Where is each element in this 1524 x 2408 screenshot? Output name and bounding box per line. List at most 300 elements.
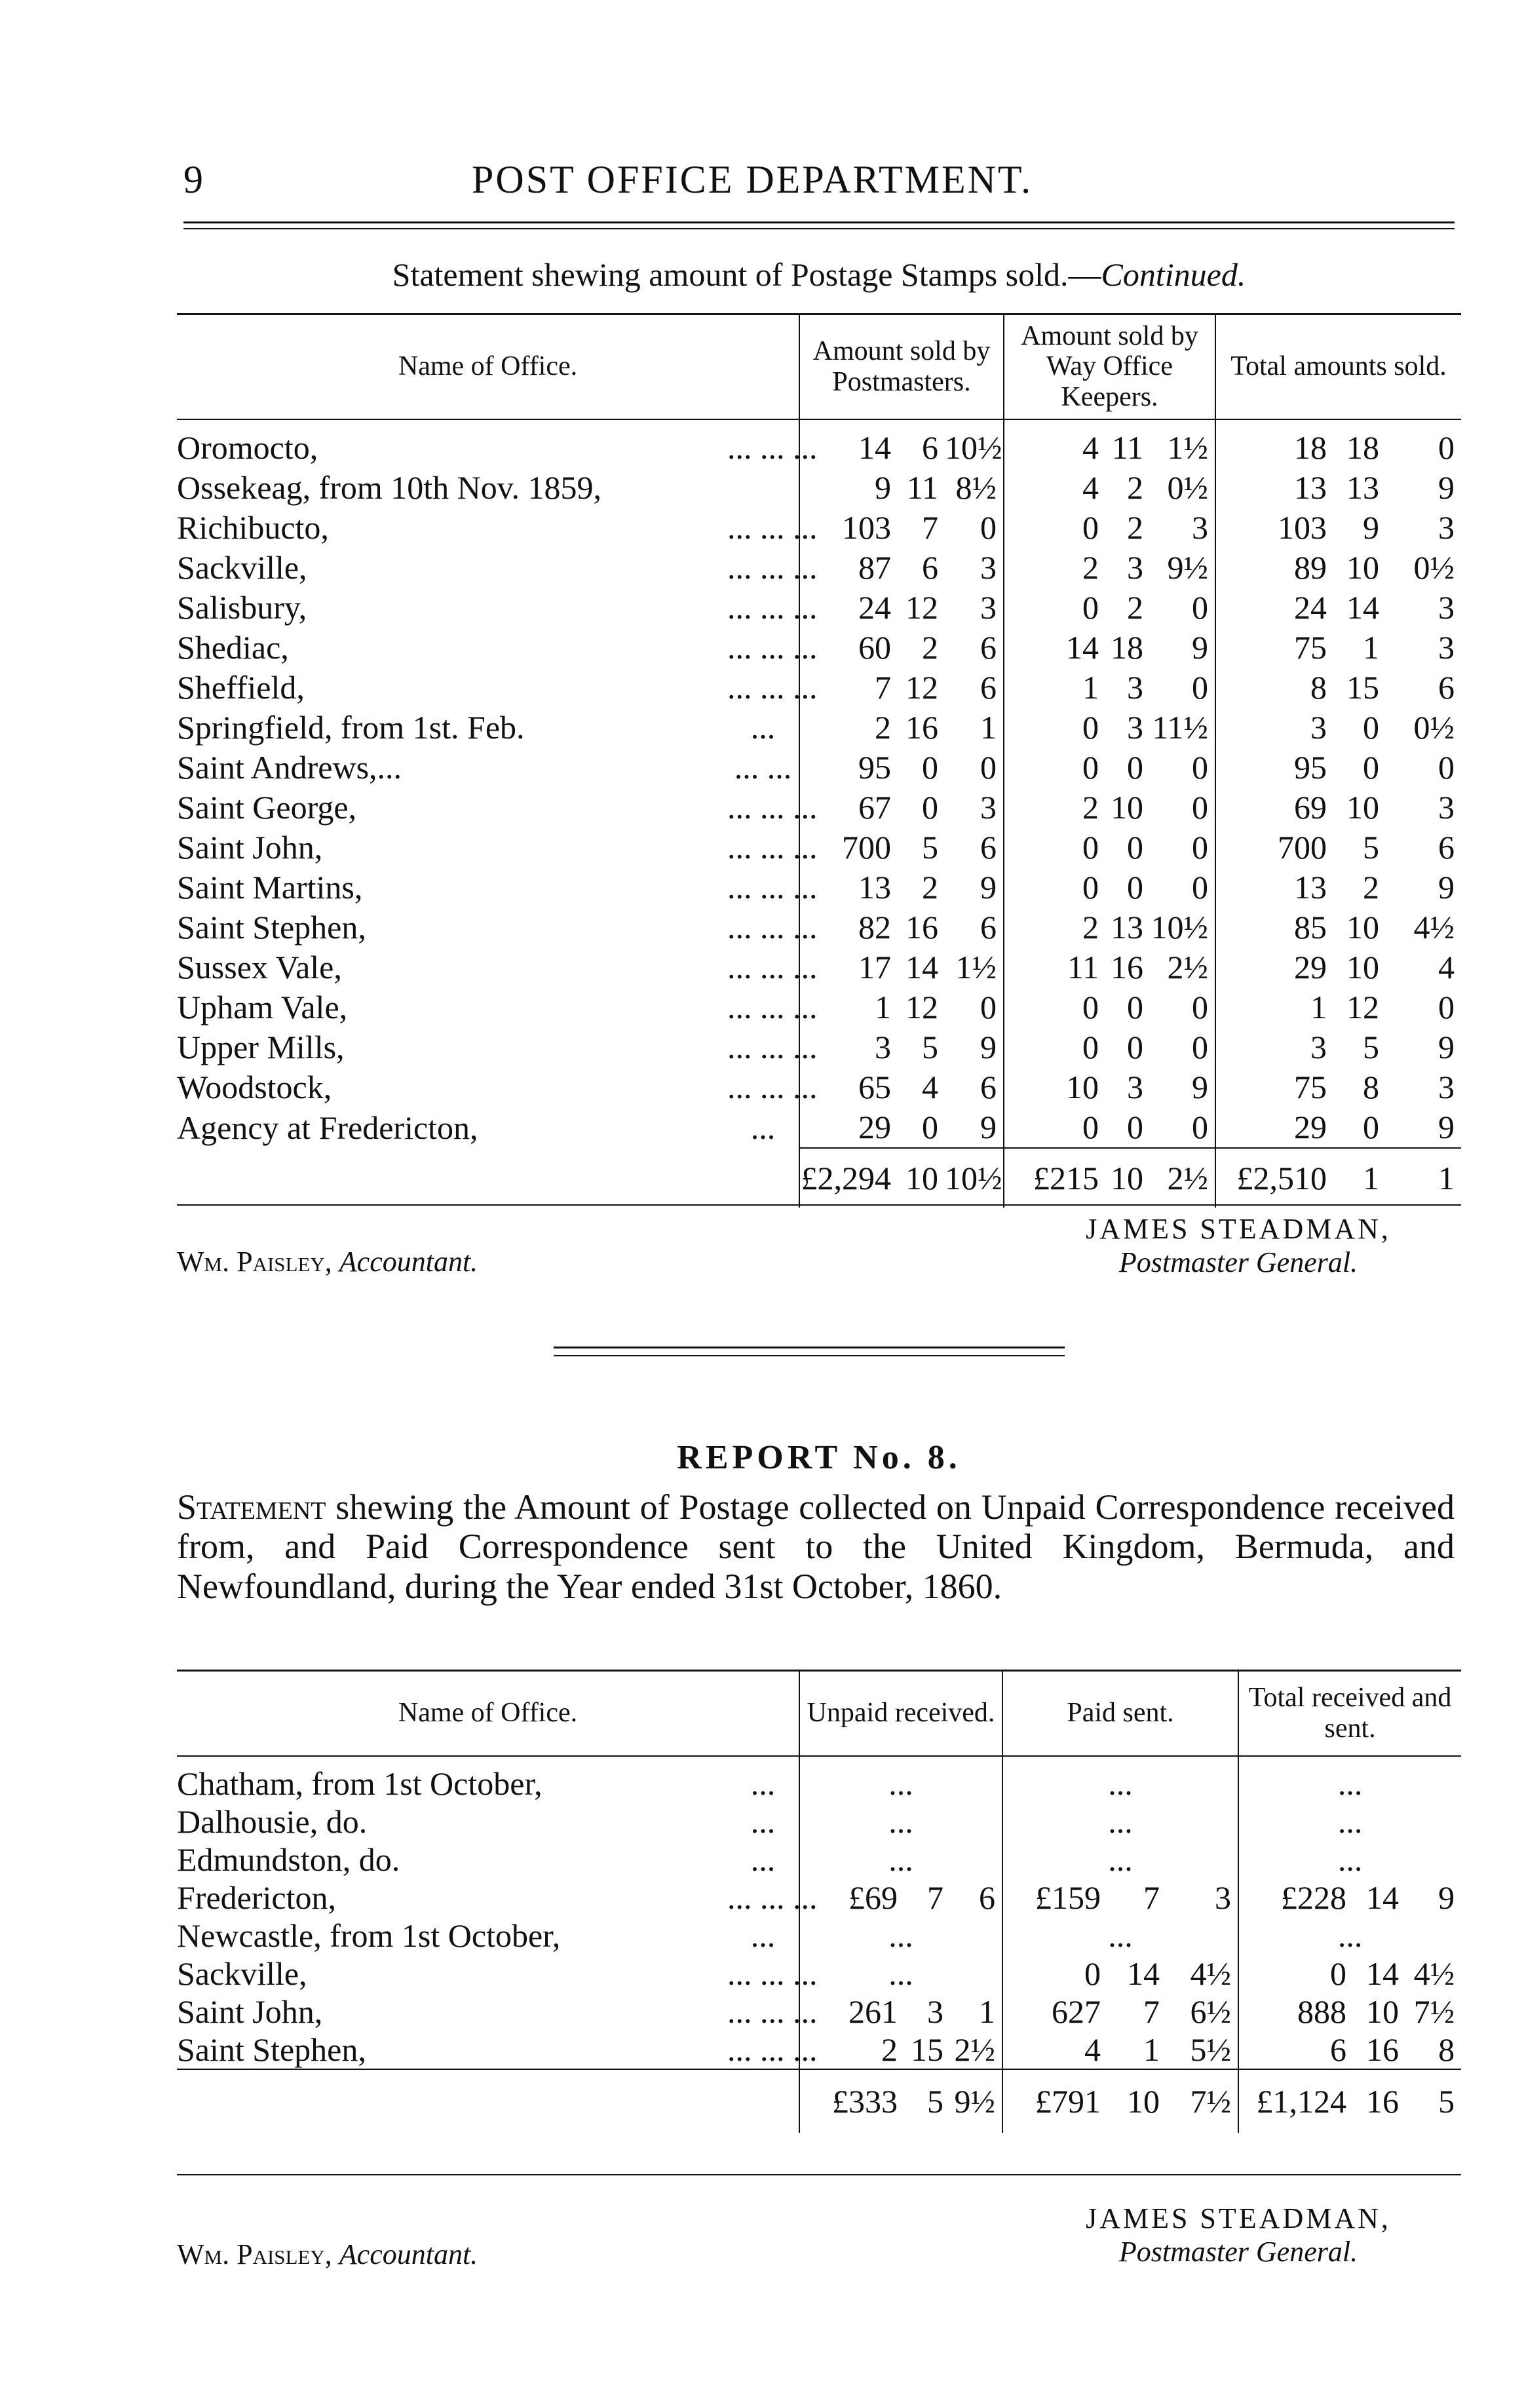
leader-dots: ... ... ... [727,869,818,906]
postmasters-pence: 0 [980,749,997,786]
paid-shillings: 7 [1143,1993,1160,2030]
office-name: Woodstock, [177,1069,332,1105]
divider-rule-lower [554,1355,1065,1356]
postmasters-pounds: 95 [799,748,898,788]
paid-empty: ... [1002,1841,1238,1879]
postmasters-pounds: 3 [799,1027,898,1067]
way-office-pounds: 0 [1004,987,1105,1027]
leader-dots: ... ... ... [727,549,818,586]
paid-shillings: 7 [1143,1879,1160,1916]
postmasters-total-shillings: 10 [898,1148,945,1208]
leader-dots: ... [750,1841,776,1878]
way-office-shillings: 13 [1111,909,1143,946]
postmasters-pounds: 24 [799,588,898,628]
total-shillings: 0 [1363,1109,1380,1145]
postmasters-pence: 9 [980,1029,997,1065]
total-pounds: 0 [1238,1955,1353,1993]
paid-pence: 3 [1215,1879,1232,1916]
stamps-table [177,315,1461,1208]
total-pounds: 69 [1215,788,1333,828]
table-row [177,668,1461,708]
postmasters-pence: 0 [980,989,997,1025]
postmasters-pence: 3 [980,789,997,826]
accountant-name: Wm. Paisley, [177,2238,332,2270]
total-pence: 0½ [1413,709,1455,746]
signature2-postmaster [1022,2202,1455,2268]
table-row [177,1841,1461,1879]
grand-total-pence: 5 [1405,2069,1461,2133]
col2-header-total: Total received and sent. [1238,1671,1461,1756]
way-office-pence: 1½ [1167,429,1209,466]
total-pounds: 85 [1215,908,1333,947]
total-pounds: £228 [1238,1879,1353,1917]
grand-total-pounds: £2,510 [1215,1148,1333,1208]
way-office-pence: 11½ [1152,709,1209,746]
paid-total-pounds: £791 [1002,2069,1107,2133]
way-office-shillings: 3 [1127,549,1143,586]
leader-dots: ... [750,1803,776,1840]
unpaid-total-pounds: £333 [799,2069,904,2133]
totals-row [177,2069,1461,2133]
postmasters-shillings: 5 [922,1029,938,1065]
total-pence: 8 [1438,2031,1455,2068]
paid-shillings: 1 [1143,2031,1160,2068]
office-name: Dalhousie, do. [177,1803,368,1840]
table-row [177,588,1461,628]
postmasters-shillings: 12 [905,669,938,706]
postmasters-pounds: 7 [799,668,898,708]
leader-dots: ... [750,1765,776,1802]
postmasters-pence: 6 [980,909,997,946]
paid-pence: 4½ [1190,1955,1232,1992]
way-office-pence: 2½ [1167,949,1209,985]
office-name: Sussex Vale, [177,949,342,985]
postmasters-pence: 9 [980,869,997,906]
total-shillings: 16 [1366,2031,1400,2068]
way-office-pence: 0 [1192,829,1209,866]
way-office-shillings: 2 [1127,589,1143,626]
way-office-shillings: 0 [1127,1109,1143,1145]
office-name: Saint John, [177,1993,323,2030]
postmasters-pence: 10½ [945,429,1002,466]
way-office-pounds: 2 [1004,908,1105,947]
total-pounds: 700 [1215,828,1333,868]
unpaid-empty: ... [799,1803,1002,1841]
way-office-shillings: 2 [1127,509,1143,546]
total-pence: 9 [1438,1029,1455,1065]
table-row [177,788,1461,828]
way-office-pence: 0½ [1167,469,1209,506]
way-office-shillings: 3 [1127,1069,1143,1105]
way-office-pounds: 4 [1004,468,1105,508]
total-empty: ... [1238,1841,1461,1879]
accountant-name: Wm. Paisley, [177,1246,332,1278]
page-header [183,157,1455,210]
total-shillings: 14 [1366,1955,1400,1992]
postmasters-pence: 1½ [955,949,997,985]
postmasters-shillings: 6 [922,549,938,586]
postmasters-shillings: 16 [905,909,938,946]
leader-dots: ... [750,1109,776,1146]
postmasters-pence: 8½ [955,469,997,506]
total-pence: 9 [1438,869,1455,906]
office-name: Saint John, [177,829,323,866]
grand-total-pence: 1 [1386,1148,1461,1208]
report-intro [177,1487,1455,1606]
total-shillings: 10 [1346,949,1380,985]
postmasters-pounds: 103 [799,508,898,548]
unpaid-total-shillings: 5 [904,2069,950,2133]
office-name: Oromocto, [177,429,318,466]
leader-dots: ... ... ... [727,509,818,546]
total-empty: ... [1238,1756,1461,1803]
postmasters-pounds: 2 [799,708,898,748]
unpaid-shillings: 15 [911,2031,943,2068]
table2-bottom-rule [177,2174,1461,2175]
total-pounds: 3 [1215,1027,1333,1067]
unpaid-total-pence: 9½ [950,2069,1002,2133]
leader-dots: ... ... ... [727,2031,818,2068]
table-row [177,987,1461,1027]
col-header-postmasters: Amount sold by Postmasters. [799,315,1004,419]
office-name: Newcastle, from 1st October, [177,1917,561,1954]
table-row [177,628,1461,668]
total-pence: 9 [1438,469,1455,506]
total-pence: 4½ [1413,1955,1455,1992]
office-name: Upper Mills, [177,1029,345,1065]
table-row [177,1756,1461,1803]
way-office-pounds: 0 [1004,748,1105,788]
postmasters-shillings: 0 [922,789,938,826]
postmaster-title: Postmaster General. [1118,2236,1358,2268]
paid-pounds: 4 [1002,2031,1107,2069]
office-name: Shediac, [177,629,289,666]
total-pence: 0½ [1413,549,1455,586]
total-pence: 4 [1438,949,1455,985]
way-office-pounds: 4 [1004,419,1105,468]
total-shillings: 10 [1346,549,1380,586]
unpaid-pence: 2½ [954,2031,996,2068]
table-row [177,1027,1461,1067]
office-name: Saint George, [177,789,357,826]
table-row [177,548,1461,588]
postmasters-pounds: 13 [799,868,898,908]
divider-rule [554,1347,1065,1348]
paid-empty: ... [1002,1803,1238,1841]
total-empty: ... [1238,1917,1461,1955]
leader-dots: ... ... ... [727,629,818,666]
way-office-pounds: 0 [1004,1027,1105,1067]
signature1-accountant [177,1245,478,1278]
postmasters-shillings: 0 [922,749,938,786]
total-pence: 3 [1438,1069,1455,1105]
postmasters-pounds: 82 [799,908,898,947]
way-office-shillings: 11 [1111,429,1143,466]
postmasters-pounds: 14 [799,419,898,468]
postmasters-total-pounds: £2,294 [799,1148,898,1208]
way-office-pence: 10½ [1151,909,1209,946]
way-office-total-pounds: £215 [1004,1148,1105,1208]
way-office-pence: 9 [1192,1069,1209,1105]
total-shillings: 8 [1363,1069,1380,1105]
way-office-shillings: 0 [1127,829,1143,866]
total-shillings: 10 [1346,789,1380,826]
totals-row [177,1148,1461,1208]
postmasters-shillings: 4 [922,1069,938,1105]
leader-dots: ... ... ... [727,989,818,1025]
leader-dots: ... ... ... [727,829,818,866]
postmasters-pence: 3 [980,589,997,626]
table-row [177,828,1461,868]
unpaid-correspondence-table [177,1671,1461,2133]
postmasters-pence: 1 [980,709,997,746]
way-office-pence: 0 [1192,589,1209,626]
way-office-pence: 0 [1192,789,1209,826]
leader-dots: ... ... ... [727,1955,818,1992]
total-pence: 0 [1438,989,1455,1025]
unpaid-empty: ... [799,1756,1002,1803]
total-pounds: 103 [1215,508,1333,548]
table-row [177,508,1461,548]
office-name: Richibucto, [177,509,329,546]
postmasters-shillings: 12 [905,989,938,1025]
postmasters-pence: 6 [980,829,997,866]
caption-text: Statement shewing amount of Postage Stamps sold.— [392,256,1101,293]
total-pence: 3 [1438,629,1455,666]
grand-total-pounds: £1,124 [1238,2069,1353,2133]
report-intro-lead: Statement [177,1487,326,1527]
postmaster-name: JAMES STEADMAN, [1086,1213,1391,1245]
way-office-pence: 0 [1192,989,1209,1025]
total-pence: 7½ [1413,1993,1455,2030]
unpaid-shillings: 7 [927,1879,943,1916]
paid-pence: 6½ [1190,1993,1232,2030]
way-office-pounds: 2 [1004,788,1105,828]
leader-dots: ... ... ... [727,1993,818,2030]
postmasters-pounds: 17 [799,947,898,987]
col2-header-paid: Paid sent. [1002,1671,1238,1756]
postmasters-shillings: 0 [922,1109,938,1145]
leader-dots: ... ... ... [727,789,818,826]
table-row [177,1107,1461,1148]
office-name: Saint Martins, [177,869,363,906]
postmasters-pounds: 700 [799,828,898,868]
office-name: Fredericton, [177,1879,336,1916]
postmasters-pounds: 1 [799,987,898,1027]
table1-caption [183,256,1455,294]
way-office-shillings: 18 [1111,629,1143,666]
way-office-shillings: 0 [1127,989,1143,1025]
total-pounds: 1 [1215,987,1333,1027]
postmasters-pounds: 29 [799,1107,898,1148]
postmasters-pence: 0 [980,509,997,546]
total-pounds: 8 [1215,668,1333,708]
postmasters-total-pence: 10½ [945,1148,1004,1208]
total-empty: ... [1238,1803,1461,1841]
total-pounds: 13 [1215,868,1333,908]
total-shillings: 9 [1363,509,1380,546]
leader-dots: ... ... ... [727,1879,818,1916]
office-name: Sheffield, [177,669,305,706]
office-name: Salisbury, [177,589,307,626]
unpaid-pounds: 2 [799,2031,904,2069]
way-office-pounds: 1 [1004,668,1105,708]
col2-header-name: Name of Office. [398,1698,578,1729]
total-pounds: 888 [1238,1993,1353,2031]
way-office-pence: 0 [1192,1109,1209,1145]
total-pounds: 18 [1215,419,1333,468]
way-office-shillings: 10 [1111,789,1143,826]
total-shillings: 14 [1366,1879,1400,1916]
table-row [177,1955,1461,1993]
table-row [177,947,1461,987]
way-office-shillings: 3 [1127,709,1143,746]
paid-empty: ... [1002,1917,1238,1955]
table-row [177,419,1461,468]
postmasters-pounds: 87 [799,548,898,588]
postmasters-pounds: 9 [799,468,898,508]
totals-label-blank [177,2069,799,2133]
table-row [177,748,1461,788]
leader-dots: ... [750,1917,776,1954]
paid-pounds: 627 [1002,1993,1107,2031]
accountant-title: Accountant. [339,1246,478,1278]
way-office-pence: 9½ [1167,549,1209,586]
report-title: REPORT No. 8. [677,1439,961,1476]
table-row [177,2031,1461,2069]
way-office-pence: 9 [1192,629,1209,666]
leader-dots: ... ... ... [727,949,818,985]
office-name: Edmundston, do. [177,1841,400,1878]
postmasters-pence: 3 [980,549,997,586]
way-office-pounds: 0 [1004,708,1105,748]
total-pounds: 24 [1215,588,1333,628]
way-office-shillings: 2 [1127,469,1143,506]
table-row [177,708,1461,748]
total-pounds: 6 [1238,2031,1353,2069]
total-shillings: 15 [1346,669,1380,706]
grand-total-shillings: 16 [1353,2069,1405,2133]
paid-total-pence: 7½ [1166,2069,1238,2133]
way-office-pounds: 2 [1004,548,1105,588]
table-row [177,908,1461,947]
table-row [177,1917,1461,1955]
table-row [177,468,1461,508]
office-name: Chatham, from 1st October, [177,1765,543,1802]
postmasters-shillings: 16 [905,709,938,746]
total-pounds: 29 [1215,947,1333,987]
report-intro-text: shewing the Amount of Postage collected on Unpaid Correspondence received from, and Paid Correspondence sent to the United Kingdom, Bermuda, and Newfoundland, during the Year ended 31st October, 1860. [177,1487,1455,1606]
office-name: Saint Stephen, [177,2031,366,2068]
way-office-shillings: 0 [1127,1029,1143,1065]
total-pence: 4½ [1413,909,1455,946]
total-shillings: 0 [1363,749,1380,786]
total-pence: 6 [1438,829,1455,866]
total-shillings: 18 [1346,429,1380,466]
total-pence: 6 [1438,669,1455,706]
total-pounds: 75 [1215,628,1333,668]
postmasters-shillings: 14 [905,949,938,985]
total-shillings: 10 [1346,909,1380,946]
totals-label-blank [177,1148,799,1208]
leader-dots [727,468,799,508]
paid-empty: ... [1002,1756,1238,1803]
total-pence: 3 [1438,589,1455,626]
way-office-shillings: 0 [1127,749,1143,786]
total-pence: 3 [1438,789,1455,826]
postmasters-shillings: 6 [922,429,938,466]
leader-dots: ... ... ... [727,1029,818,1065]
caption-continued: Continued. [1101,256,1246,293]
table1-bottom-rule [177,1204,1461,1206]
total-shillings: 10 [1366,1993,1400,2030]
postmaster-title: Postmaster General. [1118,1246,1358,1278]
paid-shillings: 14 [1127,1955,1160,1992]
total-pounds: 89 [1215,548,1333,588]
total-shillings: 12 [1346,989,1380,1025]
header-rule-lower [183,228,1455,229]
way-office-pounds: 14 [1004,628,1105,668]
postmasters-shillings: 7 [922,509,938,546]
paid-pounds: £159 [1002,1879,1107,1917]
office-name: Ossekeag, from 10th Nov. 1859, [177,469,602,506]
postmasters-shillings: 5 [922,829,938,866]
col2-header-unpaid: Unpaid received. [799,1671,1002,1756]
unpaid-pence: 1 [979,1993,996,2030]
leader-dots: ... ... ... [727,1069,818,1105]
postmasters-shillings: 2 [922,869,938,906]
postmasters-shillings: 12 [905,589,938,626]
way-office-pounds: 10 [1004,1067,1105,1107]
header-rule [183,221,1455,223]
table-row [177,1879,1461,1917]
total-pence: 9 [1438,1879,1455,1916]
total-pounds: 75 [1215,1067,1333,1107]
leader-dots: ... [750,709,776,746]
way-office-pounds: 11 [1004,947,1105,987]
way-office-pounds: 0 [1004,508,1105,548]
leader-dots: ... ... ... [727,669,818,706]
paid-pence: 5½ [1190,2031,1232,2068]
total-pence: 0 [1438,749,1455,786]
way-office-pence: 3 [1192,509,1209,546]
total-shillings: 13 [1346,469,1380,506]
table-row [177,1067,1461,1107]
office-name: Springfield, from 1st. Feb. [177,709,525,746]
postmasters-pence: 9 [980,1109,997,1145]
postmasters-pounds: 67 [799,788,898,828]
office-name: Upham Vale, [177,989,348,1025]
leader-dots: ... ... ... [727,589,818,626]
way-office-pence: 0 [1192,869,1209,906]
total-shillings: 5 [1363,1029,1380,1065]
office-name: Agency at Fredericton, [177,1109,478,1146]
total-shillings: 14 [1346,589,1380,626]
way-office-pounds: 0 [1004,1107,1105,1148]
leader-dots: ... ... ... [727,909,818,946]
total-shillings: 0 [1363,709,1380,746]
postmasters-pence: 6 [980,669,997,706]
office-name: Sackville, [177,1955,307,1992]
way-office-pence: 0 [1192,669,1209,706]
total-pounds: 29 [1215,1107,1333,1148]
office-name: Saint Andrews,... [177,749,402,786]
postmasters-shillings: 11 [906,469,938,506]
accountant-title: Accountant. [339,2238,478,2270]
way-office-pounds: 0 [1004,828,1105,868]
unpaid-empty: ... [799,1917,1002,1955]
unpaid-empty: ... [799,1955,1002,1993]
